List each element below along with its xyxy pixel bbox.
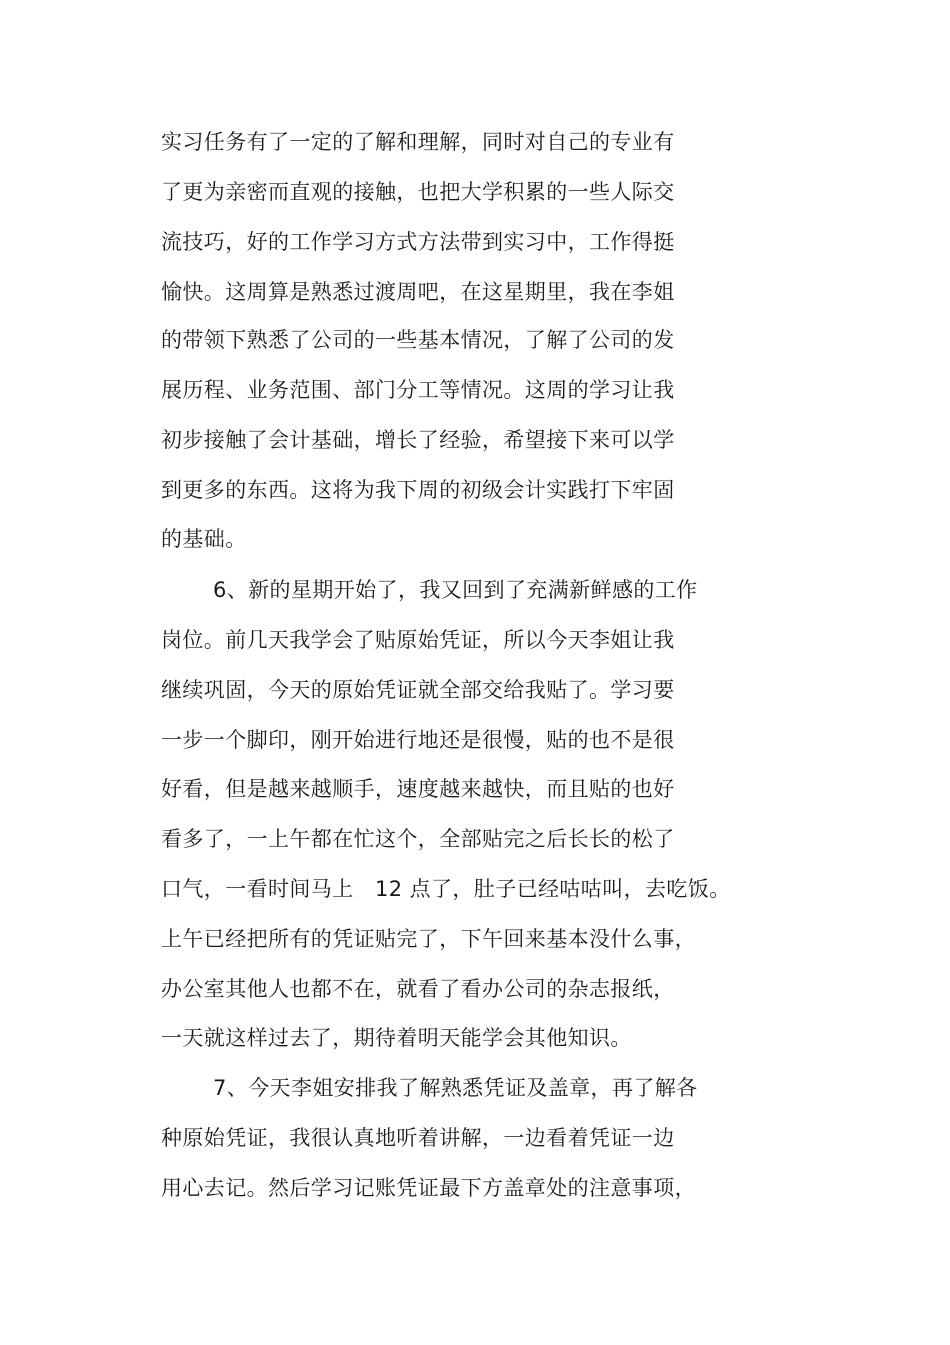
text-line: 的带领下熟悉了公司的一些基本情况，了解了公司的发 xyxy=(161,328,675,352)
text-line: 口气，一看时间马上 12 点了，肚子已经咕咕叫，去吃饭。 xyxy=(161,877,731,901)
text-line: 看多了，一上午都在忙这个，全部贴完之后长长的松了 xyxy=(161,827,675,851)
text-line: 的基础。 xyxy=(161,527,247,551)
text-line: 了更为亲密而直观的接触，也把大学积累的一些人际交 xyxy=(161,180,675,204)
text-line: 继续巩固，今天的原始凭证就全部交给我贴了。学习要 xyxy=(161,678,675,702)
text-line: 7、今天李姐安排我了解熟悉凭证及盖章，再了解各 xyxy=(213,1076,698,1100)
text-line: 好看，但是越来越顺手，速度越来越快，而且贴的也好 xyxy=(161,777,675,801)
text-line: 一天就这样过去了，期待着明天能学会其他知识。 xyxy=(161,1026,632,1050)
text-line: 展历程、业务范围、部门分工等情况。这周的学习让我 xyxy=(161,378,675,402)
text-line: 用心去记。然后学习记账凭证最下方盖章处的注意事项， xyxy=(161,1176,696,1200)
text-line: 到更多的东西。这将为我下周的初级会计实践打下牢固 xyxy=(161,478,675,502)
text-line: 一步一个脚印，刚开始进行地还是很慢，贴的也不是很 xyxy=(161,728,675,752)
text-line: 6、新的星期开始了，我又回到了充满新鲜感的工作 xyxy=(213,578,698,602)
text-line: 愉快。这周算是熟悉过渡周吧，在这星期里，我在李姐 xyxy=(161,280,675,304)
text-line: 初步接触了会计基础，增长了经验，希望接下来可以学 xyxy=(161,428,675,452)
text-line: 实习任务有了一定的了解和理解，同时对自己的专业有 xyxy=(161,130,675,154)
text-line: 上午已经把所有的凭证贴完了，下午回来基本没什么事， xyxy=(161,927,696,951)
text-line: 种原始凭证，我很认真地听着讲解，一边看着凭证一边 xyxy=(161,1126,675,1150)
text-line: 流技巧，好的工作学习方式方法带到实习中，工作得挺 xyxy=(161,230,675,254)
text-line: 办公室其他人也都不在，就看了看办公司的杂志报纸， xyxy=(161,977,675,1001)
text-line: 岗位。前几天我学会了贴原始凭证，所以今天李姐让我 xyxy=(161,628,675,652)
